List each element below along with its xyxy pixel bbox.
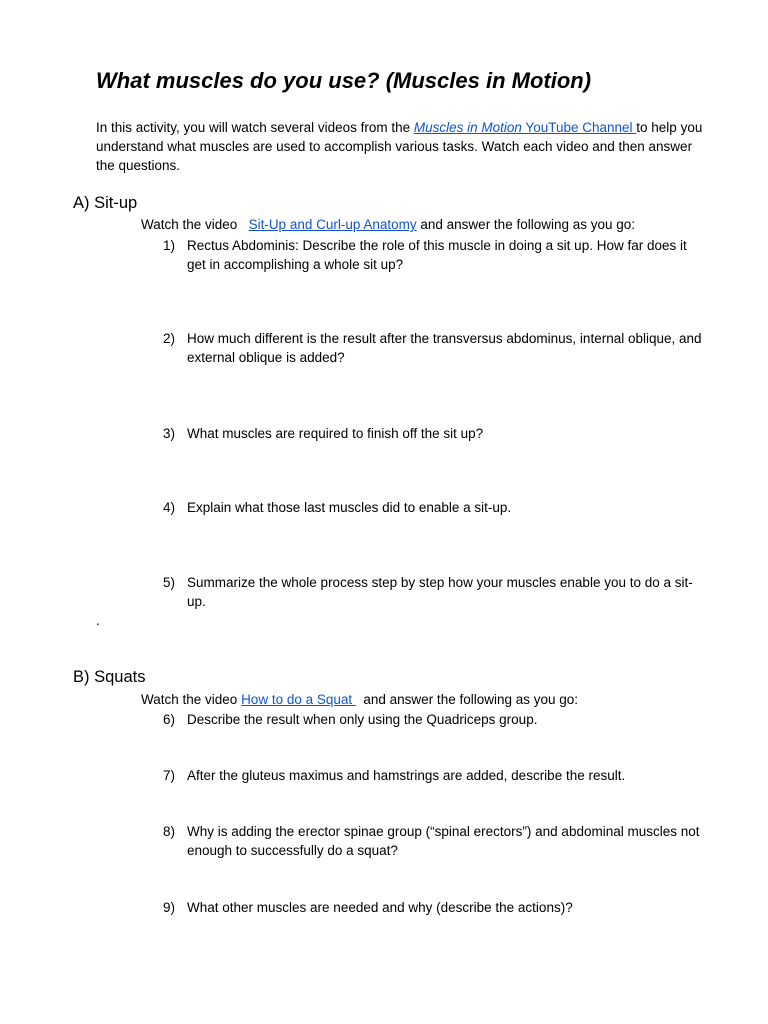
watch-suffix: and answer the following as you go: (355, 692, 579, 707)
situp-video-link[interactable]: Sit-Up and Curl-up Anatomy (248, 217, 417, 232)
watch-instruction-squats (141, 692, 578, 707)
question-text: Why is adding the erector spinae group (“spinal erectors”) and abdominal muscles not enough to successfully do a squat? (187, 824, 700, 858)
stray-dot: . (96, 613, 100, 628)
watch-instruction-situp (141, 217, 635, 232)
question-number: 2) (163, 331, 176, 346)
question-number: 6) (163, 712, 176, 727)
channel-suffix: YouTube Channel (521, 120, 637, 135)
question-item (163, 236, 703, 274)
watch-suffix: and answer the following as you go: (416, 217, 636, 232)
section-heading-situp: A) Sit-up (73, 194, 138, 212)
question-text: What muscles are required to finish off the sit up? (187, 426, 484, 441)
question-text: After the gluteus maximus and hamstrings are added, describe the result. (187, 768, 626, 783)
question-item (163, 766, 703, 785)
question-number: 8) (163, 824, 176, 839)
question-number: 1) (163, 238, 176, 253)
intro-text-after: to help you understand what muscles are used to accomplish various tasks. Watch each video and then answer the questions. (96, 120, 703, 173)
intro-paragraph (96, 118, 706, 175)
section-heading-squats: B) Squats (73, 668, 146, 686)
watch-prefix: Watch the video (141, 217, 249, 232)
question-item (163, 498, 703, 517)
question-text: How much different is the result after the transversus abdominus, internal oblique, and external oblique is added? (187, 331, 702, 365)
question-text: Describe the result when only using the Quadriceps group. (187, 712, 538, 727)
watch-prefix: Watch the video (141, 692, 242, 707)
page-title: What muscles do you use? (Muscles in Motion) (96, 68, 592, 93)
question-number: 3) (163, 426, 176, 441)
youtube-channel-link[interactable] (414, 120, 636, 135)
question-item (163, 822, 703, 860)
question-item (163, 424, 703, 443)
question-number: 7) (163, 768, 176, 783)
question-text: What other muscles are needed and why (describe the actions)? (187, 900, 573, 915)
question-text: Rectus Abdominis: Describe the role of this muscle in doing a sit up. How far does it get in accomplishing a whole sit up? (187, 238, 687, 272)
squat-video-link[interactable]: How to do a Squat (241, 692, 356, 707)
channel-name: Muscles in Motion (413, 120, 522, 135)
question-number: 5) (163, 575, 176, 590)
question-item (163, 329, 703, 367)
question-number: 9) (163, 900, 176, 915)
question-item (163, 573, 703, 611)
intro-text-before: In this activity, you will watch several videos from the (96, 120, 414, 135)
question-item (163, 898, 703, 917)
question-item (163, 710, 703, 729)
question-text: Summarize the whole process step by step how your muscles enable you to do a sit-up. (187, 575, 693, 609)
question-text: Explain what those last muscles did to enable a sit-up. (187, 500, 512, 515)
question-number: 4) (163, 500, 176, 515)
